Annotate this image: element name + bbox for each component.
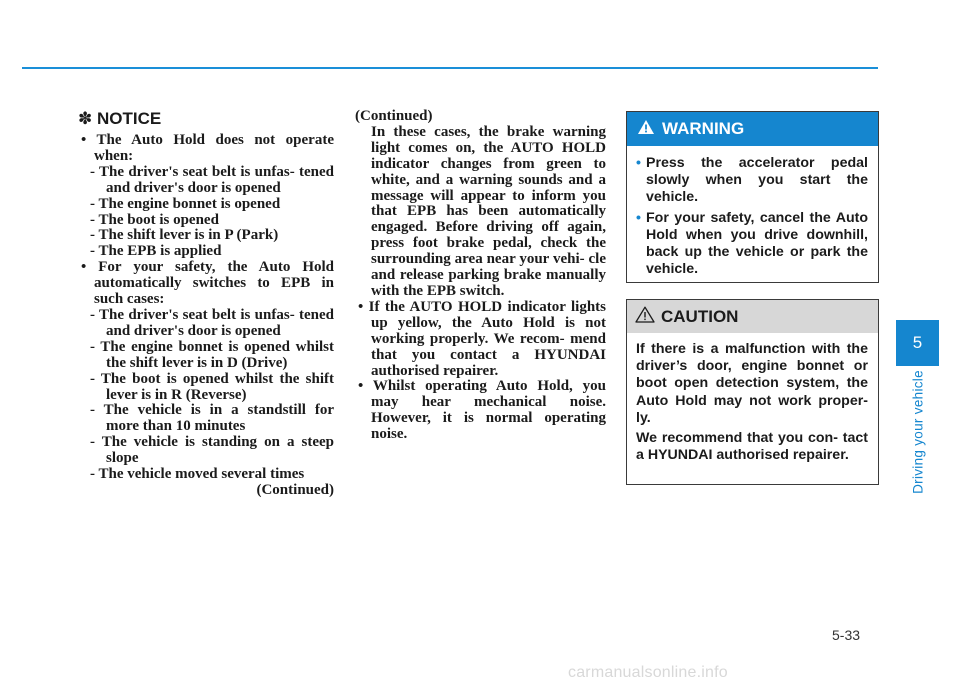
list-item: • Whilst operating Auto Hold, you may hear mechanical noise. However, it is normal operating noise.	[358, 378, 606, 443]
warning-triangle-icon	[637, 119, 655, 140]
caution-paragraph: We recommend that you con- tact a HYUNDAI authorised repairer.	[636, 430, 868, 464]
chapter-label: Driving your vehicle	[910, 370, 926, 494]
notice-column-1	[78, 109, 334, 499]
caution-body	[627, 333, 878, 464]
notice-column-2	[355, 109, 606, 443]
bullet: •	[636, 155, 641, 171]
list-item: - The engine bonnet is opened	[90, 195, 281, 212]
warning-header	[627, 112, 878, 146]
warning-body	[627, 146, 878, 278]
caution-triangle-icon	[635, 306, 655, 328]
list-item: - The engine bonnet is opened whilst the shift lever is in D (Drive)	[90, 338, 334, 371]
caution-header	[627, 300, 878, 333]
warning-text: Press the accelerator pedal slowly when you start the vehicle.	[646, 155, 868, 206]
caution-box	[626, 299, 879, 485]
watermark: carmanualsonline.info	[568, 664, 728, 681]
list-item	[636, 155, 868, 207]
list-item: - The driver's seat belt is unfas- tened and driver's door is opened	[90, 306, 334, 339]
notice-paragraph: In these cases, the brake warning light comes on, the AUTO HOLD indicator changes from green to white, and a warning sounds and a message will appear to inform you that EPB has been automatically engaged. Before driving off again, press foot brake pedal, check the surrounding area near your vehi- cle and release parking brake manually with the EPB switch.	[371, 123, 606, 299]
bullet: •	[636, 209, 641, 226]
top-rule	[22, 67, 878, 69]
continued-label: (Continued)	[355, 108, 433, 124]
warning-box	[626, 111, 879, 283]
chapter-tab: 5	[896, 320, 939, 366]
caution-paragraph: If there is a malfunction with the driver’s door, engine bonnet or boot open detection system, the Auto Hold may not work proper- ly.	[636, 341, 868, 426]
list-item: - The driver's seat belt is unfas- tened and driver's door is opened	[90, 163, 334, 196]
list-item: - The vehicle moved several times	[90, 466, 305, 483]
continued-label: (Continued)	[256, 481, 334, 498]
notice-title: ✽ NOTICE	[78, 109, 162, 128]
warning-title: WARNING	[662, 119, 745, 138]
list-item: - The EPB is applied	[90, 243, 222, 260]
list-item: - The vehicle is standing on a steep slope	[90, 434, 334, 467]
list-item	[636, 210, 868, 279]
list-item: • For your safety, the Auto Hold automatically switches to EPB in such cases:	[81, 259, 334, 308]
list-item: • If the AUTO HOLD indicator lights up yellow, the Auto Hold is not working properly. We recom- mend that you contact a HYUNDAI authorised repairer.	[358, 298, 606, 379]
page-number: 5-33	[832, 627, 861, 643]
caution-title: CAUTION	[661, 306, 739, 326]
list-item: - The boot is opened	[90, 211, 219, 228]
list-item: - The vehicle is in a standstill for more than 10 minutes	[90, 402, 334, 435]
list-item: - The shift lever is in P (Park)	[90, 227, 279, 244]
list-item: - The boot is opened whilst the shift lever is in R (Reverse)	[90, 370, 334, 403]
warning-text: For your safety, cancel the Auto Hold when you drive downhill, back up the vehicle or park the vehicle.	[646, 209, 868, 278]
list-item: • The Auto Hold does not operate when:	[81, 132, 334, 164]
